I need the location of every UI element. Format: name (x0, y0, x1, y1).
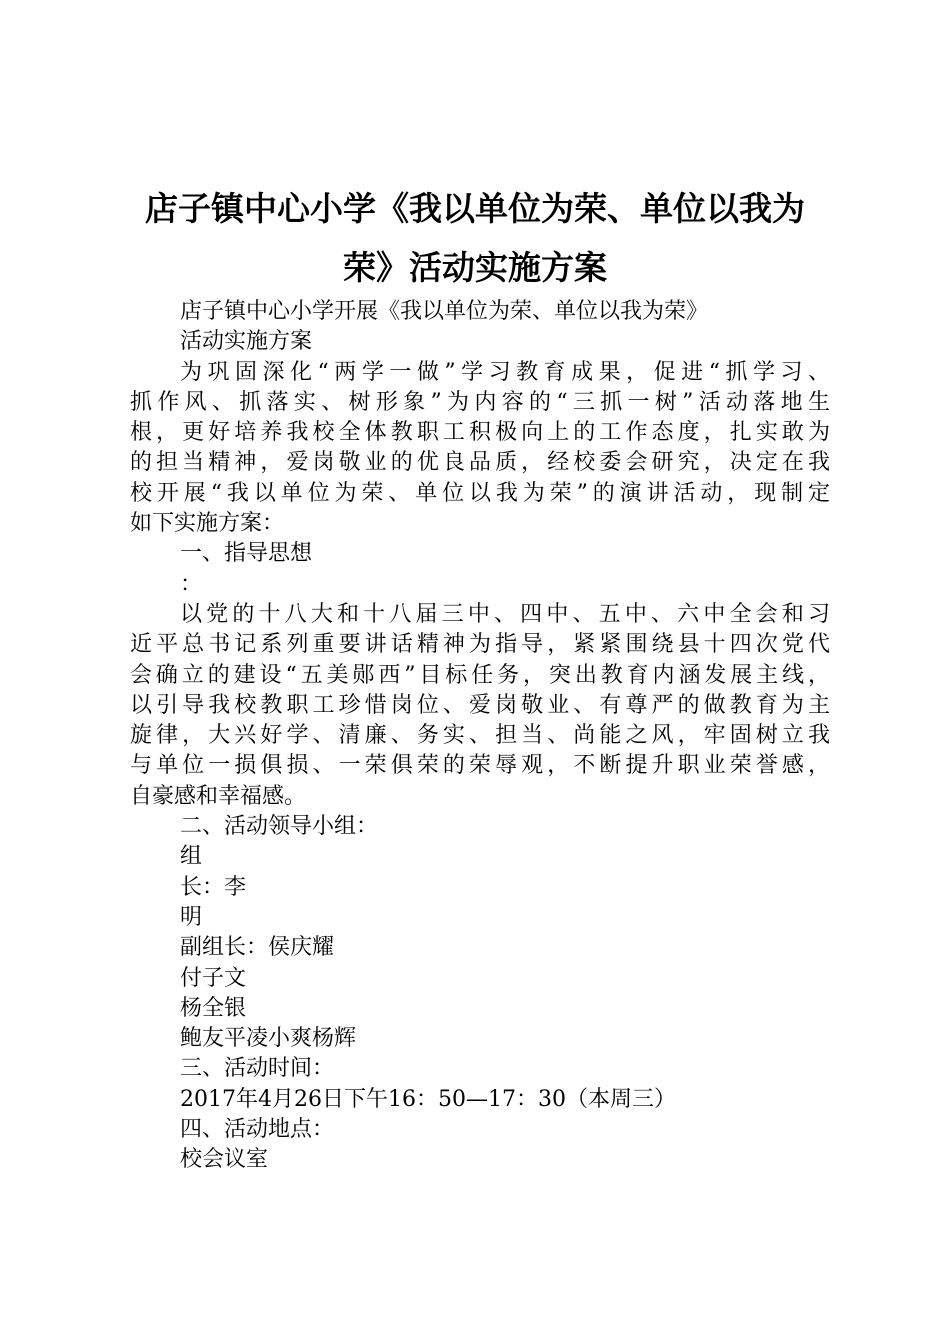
body-line: 活动实施方案 (180, 329, 313, 355)
body-line: 会确立的建设“五美郧西”目标任务，突出教育内涵发展主线， (130, 662, 830, 688)
section-heading: 二、活动领导小组： (180, 814, 379, 840)
document-body (130, 297, 830, 1176)
section-heading: 三、活动时间： (180, 1056, 335, 1082)
body-line: 2017年4月26日下午16：50—17：30（本周三） (180, 1086, 676, 1112)
body-line: 校会议室 (180, 1147, 269, 1173)
body-line: 长：李 (180, 874, 247, 900)
body-line: 如下实施方案： (130, 511, 285, 537)
body-line: 组 (180, 844, 203, 870)
body-line: 近平总书记系列重要讲话精神为指导，紧紧围绕县十四次党代 (130, 632, 830, 658)
body-line: 旋律，大兴好学、清廉、务实、担当、尚能之风，牢固树立我 (130, 723, 830, 749)
body-line: 杨全银 (180, 995, 247, 1021)
body-line: 店子镇中心小学开展《我以单位为荣、单位以我为荣》 (180, 299, 709, 324)
body-line: 鲍友平凌小爽杨辉 (180, 1026, 357, 1052)
document-title-line-1: 店子镇中心小学《我以单位为荣、单位以我为 (145, 189, 805, 228)
document-title-line-2: 荣》活动实施方案 (343, 248, 607, 287)
body-line: 以引导我校教职工珍惜岗位、爱岗敬业、有尊严的做教育为主 (130, 692, 830, 718)
section-heading: 四、活动地点： (180, 1117, 335, 1143)
body-line: 校开展“我以单位为荣、单位以我为荣”的演讲活动，现制定 (130, 480, 830, 506)
body-line: 自豪感和幸福感。 (130, 783, 307, 809)
body-line: 副组长：侯庆耀 (180, 935, 335, 961)
body-line: 付子文 (180, 965, 247, 991)
body-line: 的担当精神，爱岗敬业的优良品质，经校委会研究，决定在我 (130, 450, 830, 476)
body-line: 根，更好培养我校全体教职工积极向上的工作态度，扎实敢为 (130, 420, 830, 446)
body-line: 抓作风、抓落实、树形象”为内容的“三抓一树”活动落地生 (130, 389, 830, 415)
body-line: ： (180, 571, 203, 597)
section-heading: 一、指导思想 (180, 541, 313, 567)
body-line: 为巩固深化“两学一做”学习教育成果，促进“抓学习、 (180, 359, 830, 385)
body-line: 明 (180, 904, 203, 930)
body-line: 与单位一损俱损、一荣俱荣的荣辱观，不断提升职业荣誉感， (130, 753, 830, 779)
body-line: 以党的十八大和十八届三中、四中、五中、六中全会和习 (180, 601, 830, 627)
